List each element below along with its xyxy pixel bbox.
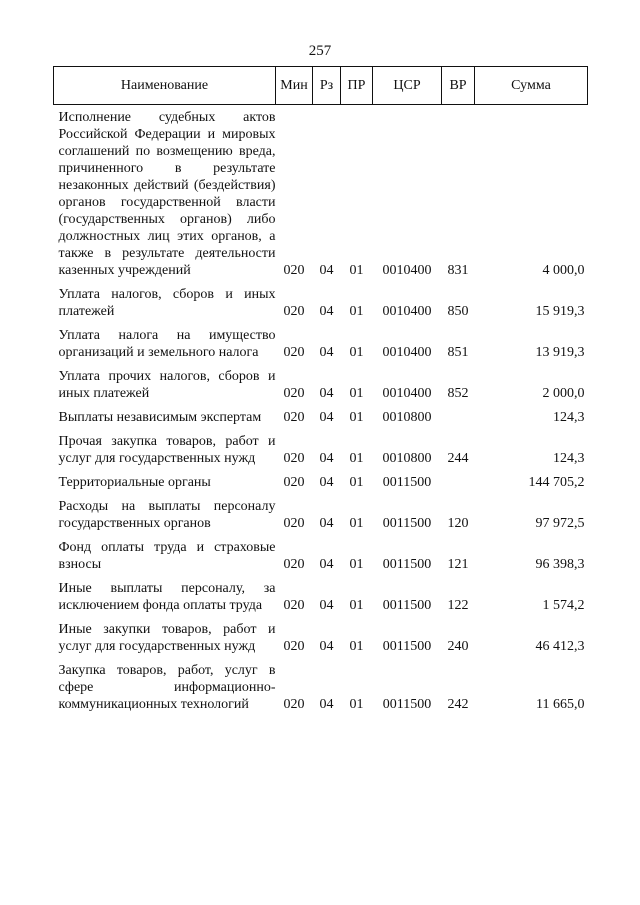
cell-rz: 04 [319, 598, 334, 613]
cell-sum: 2 000,0 [542, 386, 585, 401]
cell-sum: 1 574,2 [542, 598, 585, 613]
cell-pr: 01 [349, 697, 364, 712]
cell-min: 020 [283, 697, 305, 712]
cell-csr: 0010400 [382, 263, 432, 278]
cell-vr: 120 [447, 516, 469, 531]
cell-vr: 122 [447, 598, 469, 613]
header-rz: Рз [313, 67, 341, 105]
table-row [54, 364, 588, 405]
cell-csr: 0010400 [382, 304, 432, 319]
header-csr: ЦСР [373, 67, 442, 105]
cell-name: Уплата налога на имущество организаций и земельного налога [58, 328, 276, 360]
cell-name: Прочая закупка товаров, работ и услуг для государственных нужд [58, 434, 276, 466]
header-vr: ВР [442, 67, 475, 105]
cell-csr: 0011500 [382, 697, 432, 712]
cell-sum: 144 705,2 [528, 475, 585, 490]
cell-rz: 04 [319, 557, 334, 572]
cell-pr: 01 [349, 345, 364, 360]
cell-vr: 851 [447, 345, 469, 360]
cell-csr: 0011500 [382, 639, 432, 654]
header-min: Мин [276, 67, 313, 105]
cell-csr: 0010800 [382, 410, 432, 425]
cell-name: Территориальные органы [58, 475, 211, 490]
cell-pr: 01 [349, 598, 364, 613]
cell-rz: 04 [319, 304, 334, 319]
cell-vr: 242 [447, 697, 469, 712]
cell-vr: 121 [447, 557, 469, 572]
cell-rz: 04 [319, 697, 334, 712]
cell-min: 020 [283, 516, 305, 531]
cell-rz: 04 [319, 639, 334, 654]
table-header-row [54, 67, 588, 105]
table-row [54, 658, 588, 716]
cell-csr: 0011500 [382, 557, 432, 572]
cell-sum: 96 398,3 [535, 557, 585, 572]
cell-min: 020 [283, 345, 305, 360]
table-row [54, 617, 588, 658]
cell-sum: 4 000,0 [542, 263, 585, 278]
table-row [54, 429, 588, 470]
cell-pr: 01 [349, 475, 364, 490]
cell-pr: 01 [349, 557, 364, 572]
cell-vr: 244 [447, 451, 469, 466]
cell-name: Расходы на выплаты персоналу государственных органов [58, 499, 276, 531]
cell-min: 020 [283, 598, 305, 613]
page-number: 257 [308, 43, 332, 59]
table-row [54, 470, 588, 494]
cell-rz: 04 [319, 345, 334, 360]
cell-name: Фонд оплаты труда и страховые взносы [58, 540, 276, 572]
cell-name: Уплата налогов, сборов и иных платежей [58, 287, 276, 319]
cell-pr: 01 [349, 451, 364, 466]
table-body [54, 105, 588, 717]
cell-csr: 0010800 [382, 451, 432, 466]
cell-csr: 0011500 [382, 475, 432, 490]
cell-name: Выплаты независимым экспертам [58, 410, 262, 425]
cell-csr: 0010400 [382, 386, 432, 401]
cell-pr: 01 [349, 304, 364, 319]
cell-pr: 01 [349, 639, 364, 654]
cell-rz: 04 [319, 516, 334, 531]
cell-min: 020 [283, 475, 305, 490]
cell-rz: 04 [319, 410, 334, 425]
cell-rz: 04 [319, 475, 334, 490]
cell-sum: 13 919,3 [535, 345, 585, 360]
table-row [54, 282, 588, 323]
cell-vr [442, 470, 475, 494]
budget-table [53, 66, 588, 716]
cell-min: 020 [283, 386, 305, 401]
cell-min: 020 [283, 263, 305, 278]
table-row [54, 405, 588, 429]
header-sum: Сумма [475, 67, 588, 105]
cell-min: 020 [283, 451, 305, 466]
cell-sum: 46 412,3 [535, 639, 585, 654]
cell-vr: 831 [447, 263, 469, 278]
table-row [54, 494, 588, 535]
cell-sum: 97 972,5 [535, 516, 585, 531]
cell-pr: 01 [349, 386, 364, 401]
cell-rz: 04 [319, 386, 334, 401]
table-row [54, 105, 588, 283]
table-row [54, 535, 588, 576]
cell-vr [442, 405, 475, 429]
cell-vr: 852 [447, 386, 469, 401]
header-name: Наименование [54, 67, 276, 105]
table-row [54, 576, 588, 617]
cell-vr: 240 [447, 639, 469, 654]
cell-min: 020 [283, 639, 305, 654]
cell-csr: 0011500 [382, 516, 432, 531]
cell-sum: 11 665,0 [536, 697, 585, 712]
cell-rz: 04 [319, 451, 334, 466]
cell-sum: 15 919,3 [535, 304, 585, 319]
header-pr: ПР [341, 67, 373, 105]
cell-name: Иные выплаты персоналу, за исключением фонда оплаты труда [58, 581, 276, 613]
cell-name: Уплата прочих налогов, сборов и иных платежей [58, 369, 276, 401]
cell-pr: 01 [349, 263, 364, 278]
cell-sum: 124,3 [553, 410, 585, 425]
cell-pr: 01 [349, 410, 364, 425]
table-row [54, 323, 588, 364]
cell-min: 020 [283, 304, 305, 319]
cell-min: 020 [283, 557, 305, 572]
cell-name: Закупка товаров, работ, услуг в сфере информационно-коммуникационных технологий [58, 663, 276, 712]
cell-name: Исполнение судебных актов Российской Федерации и мировых соглашений по возмещению вреда, причиненного в результате незаконных действий (бездействия) органов государственной власти (государственных органов) либо должностных лиц этих органов, а также в результате деятельности казенных учреждений [58, 110, 276, 278]
cell-csr: 0010400 [382, 345, 432, 360]
cell-sum: 124,3 [553, 451, 585, 466]
cell-vr: 850 [447, 304, 469, 319]
cell-name: Иные закупки товаров, работ и услуг для государственных нужд [58, 622, 276, 654]
cell-min: 020 [283, 410, 305, 425]
cell-rz: 04 [319, 263, 334, 278]
cell-pr: 01 [349, 516, 364, 531]
cell-csr: 0011500 [382, 598, 432, 613]
